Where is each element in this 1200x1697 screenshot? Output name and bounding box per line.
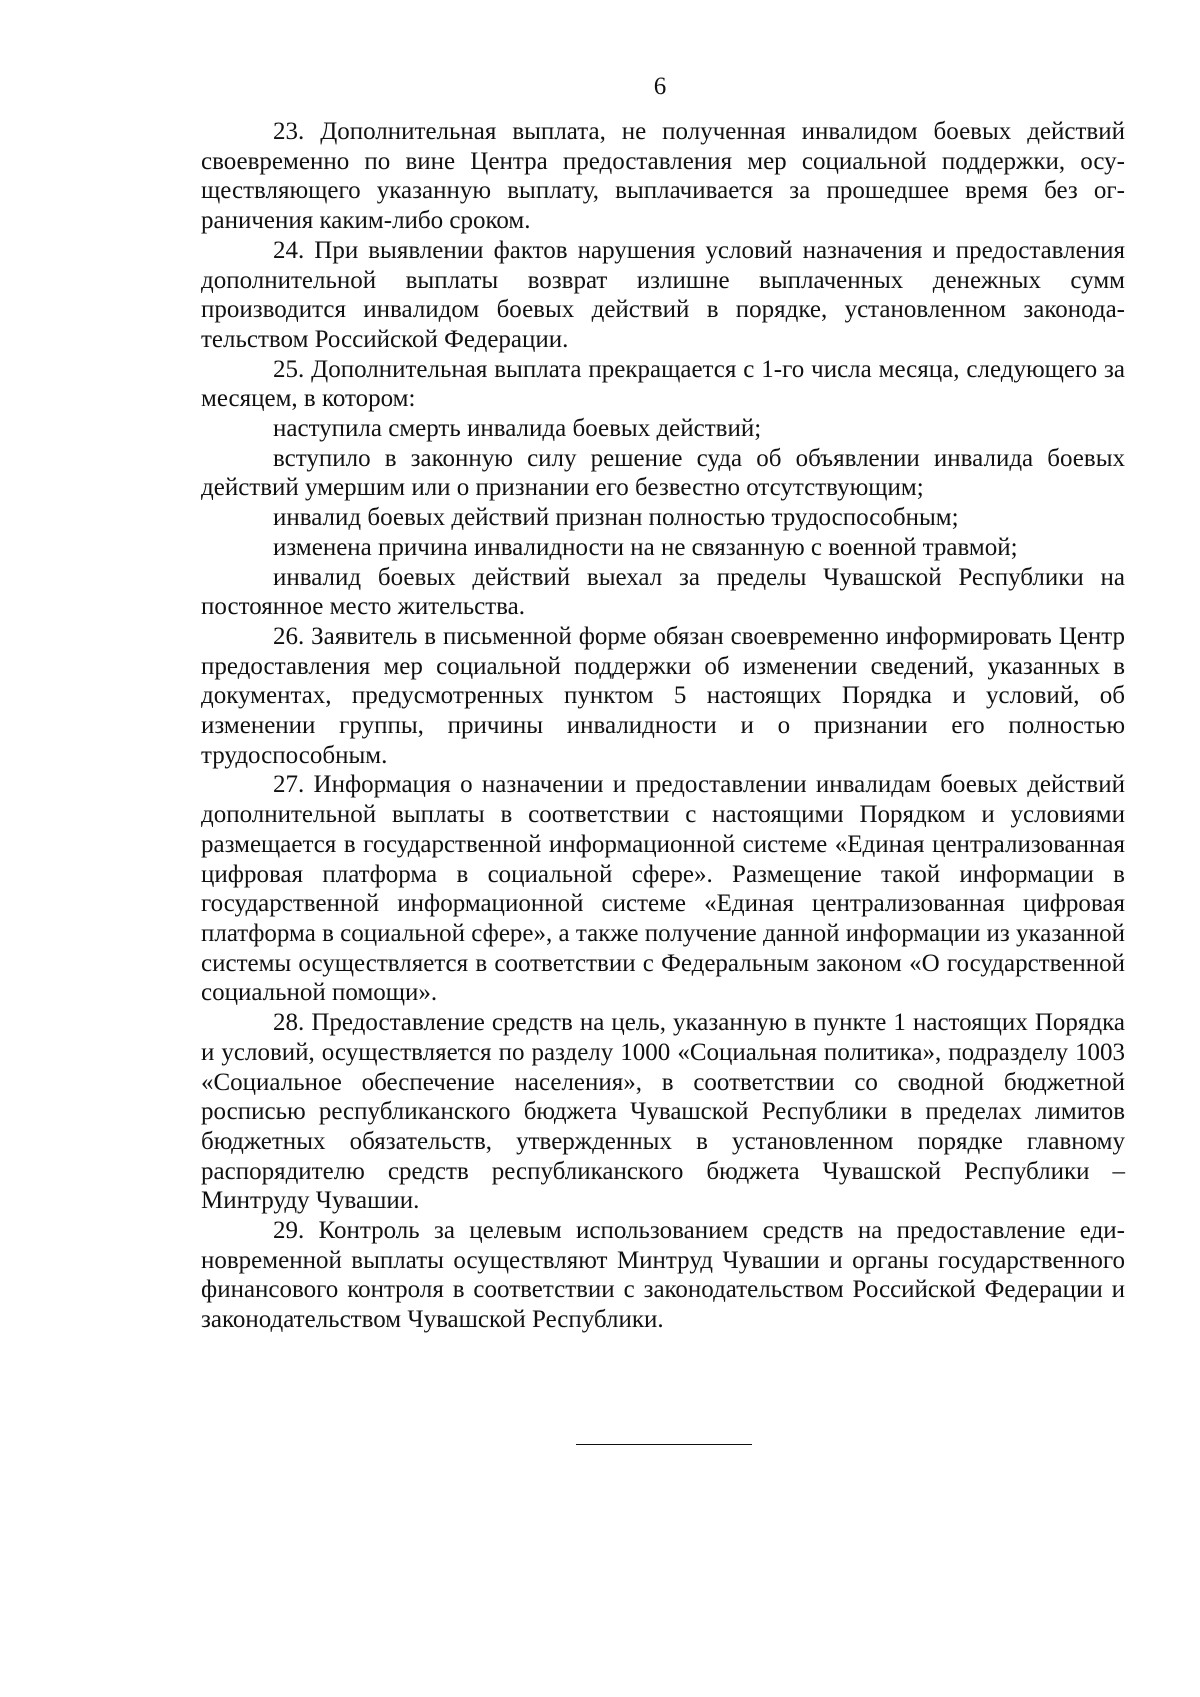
paragraph-25-item-relocated: инвалид боевых действий выехал за пределы Чувашской Республики на постоянное место жительства.: [201, 563, 1125, 621]
paragraph-25-item-death: наступила смерть инвалида боевых действий;: [273, 415, 762, 443]
paragraph-26: 26. Заявитель в письменной форме обязан своевременно информировать Центр предоставления мер социальной поддержки об изменении сведений, указанных в документах, предусмотренных пунктом 5 настоящих Порядка и условий, об изменении группы, причины инвалидности и о признании его полностью трудоспособным.: [201, 622, 1125, 769]
document-body: [201, 117, 1125, 1335]
paragraph-23: 23. Дополнительная выплата, не полученная инвалидом боевых действий своевременно по вине Центра предоставления мер социальной поддержки, осуществляющего указанную выплату, выплачивается за прошедшее время без ограничения каким-либо сроком.: [201, 118, 1125, 235]
paragraph-24: 24. При выявлении фактов нарушения условий назначения и предоставления дополнительной выплаты возврат излишне выплаченных денежных сумм производится инвалидом боевых действий в порядке, установленном законодательством Российской Федерации.: [201, 236, 1125, 353]
paragraph-25-item-cause-changed: изменена причина инвалидности на не связанную с военной травмой;: [273, 533, 1018, 561]
page-number: 6: [653, 73, 667, 100]
paragraph-25: 25. Дополнительная выплата прекращается с 1-го числа месяца, следующего за месяцем, в котором:: [201, 355, 1125, 413]
paragraph-27: 27. Информация о назначении и предоставлении инвалидам боевых действий дополнительной выплаты в соответствии с настоящими Порядком и условиями размещается в государственной информационной системе «Единая централизованная цифровая платформа в социальной сфере». Размещение такой информации в государственной информационной системе «Единая централизованная цифровая платформа в социальной сфере», а также получение данной информации из указанной системы осуществляется в соответствии с Федеральным законом «О государственной социальной помощи».: [201, 771, 1125, 1007]
paragraph-28: 28. Предоставление средств на цель, указанную в пункте 1 настоящих Порядка и условий, осуществляется по разделу 1000 «Социальная политика», подразделу 1003 «Социальное обеспечение населения», в соответствии со сводной бюджетной росписью республиканского бюджета Чувашской Республики в пределах лимитов бюджетных обязательств, утвержденных в установленном порядке главному распорядителю средств республиканского бюджета Чувашской Республики – Минтруду Чувашии.: [201, 1009, 1125, 1215]
end-of-document-rule: [576, 1444, 752, 1445]
paragraph-25-item-fit-for-work: инвалид боевых действий признан полностью трудоспособным;: [273, 504, 959, 532]
paragraph-25-item-court-decision: вступило в законную силу решение суда об объявлении инвалида боевых действий умершим или о признании его безвестно отсутствующим;: [201, 444, 1125, 502]
paragraph-29: 29. Контроль за целевым использованием средств на предоставление единовременной выплаты осуществляют Минтруд Чувашии и органы государственного финансового контроля в соответствии с законодательством Российской Федерации и законодательством Чувашской Республики.: [201, 1217, 1125, 1334]
